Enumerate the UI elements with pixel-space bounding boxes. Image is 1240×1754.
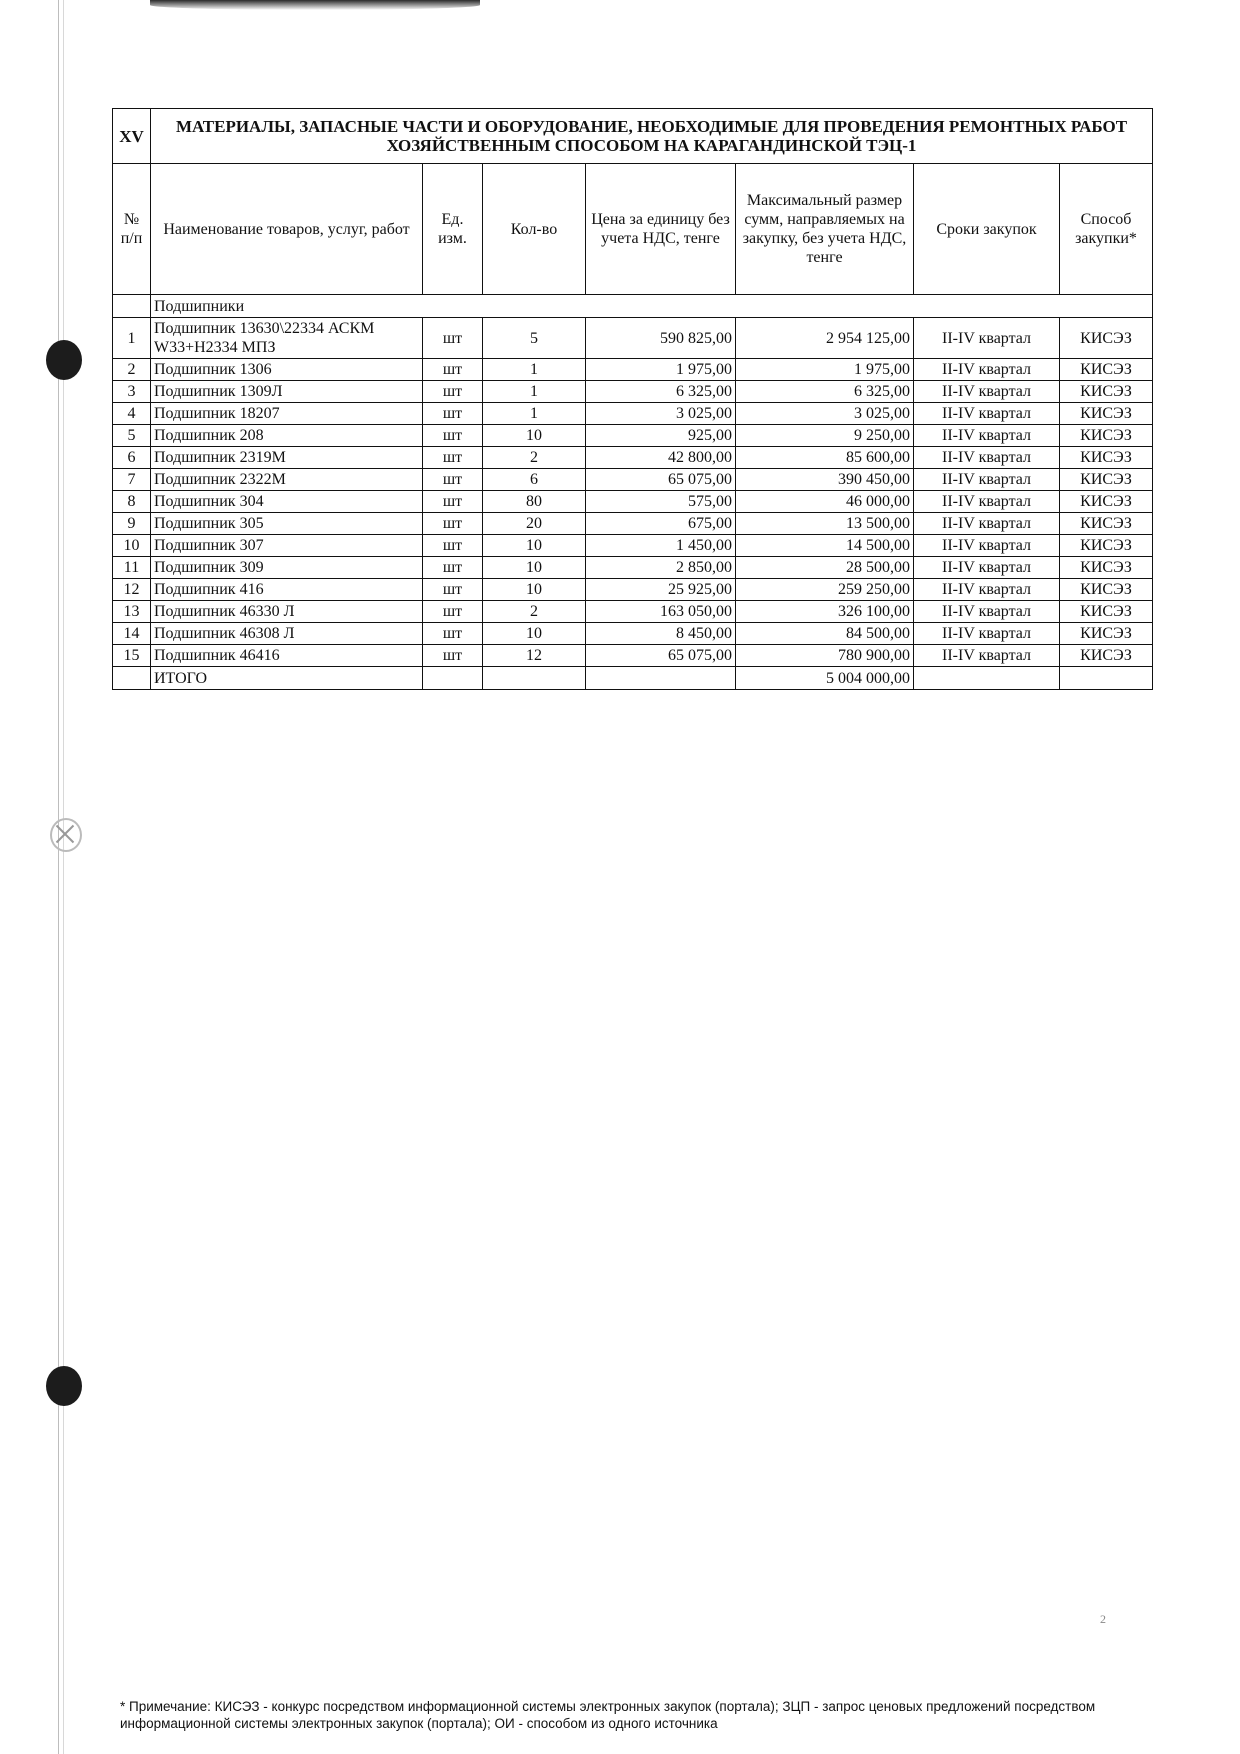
cell-term: II-IV квартал — [914, 425, 1060, 447]
cell-term: II-IV квартал — [914, 601, 1060, 623]
cell-method: КИСЭЗ — [1060, 381, 1153, 403]
cell-name: Подшипник 2322М — [151, 469, 423, 491]
header-name: Наименование товаров, услуг, работ — [151, 164, 423, 295]
cell-price: 1 975,00 — [586, 359, 736, 381]
cell-unit: шт — [423, 447, 483, 469]
cell-term: II-IV квартал — [914, 469, 1060, 491]
cell-name: Подшипник 18207 — [151, 403, 423, 425]
staple-mark-icon — [50, 818, 82, 852]
table-row — [113, 491, 1153, 513]
header-price: Цена за единицу без учета НДС, тенге — [586, 164, 736, 295]
cell-sum: 85 600,00 — [736, 447, 914, 469]
cell-num: 15 — [113, 645, 151, 667]
cell-term: II-IV квартал — [914, 491, 1060, 513]
punch-hole-top — [46, 340, 82, 380]
table-body — [113, 318, 1153, 667]
cell-num: 8 — [113, 491, 151, 513]
cell-num: 2 — [113, 359, 151, 381]
cell-sum: 3 025,00 — [736, 403, 914, 425]
table-row — [113, 447, 1153, 469]
table-row — [113, 469, 1153, 491]
cell-qty: 10 — [483, 425, 586, 447]
cell-price: 675,00 — [586, 513, 736, 535]
scan-shadow — [150, 0, 480, 10]
cell-term: II-IV квартал — [914, 447, 1060, 469]
total-blank-method — [1060, 667, 1153, 690]
cell-name: Подшипник 416 — [151, 579, 423, 601]
cell-unit: шт — [423, 381, 483, 403]
cell-term: II-IV квартал — [914, 359, 1060, 381]
table-row — [113, 601, 1153, 623]
cell-name: Подшипник 13630\22334 АСКМ W33+Н2334 МПЗ — [151, 318, 423, 359]
cell-sum: 46 000,00 — [736, 491, 914, 513]
cell-name: Подшипник 46416 — [151, 645, 423, 667]
cell-method: КИСЭЗ — [1060, 579, 1153, 601]
cell-num: 4 — [113, 403, 151, 425]
cell-name: Подшипник 2319М — [151, 447, 423, 469]
cell-name: Подшипник 46308 Л — [151, 623, 423, 645]
cell-price: 65 075,00 — [586, 469, 736, 491]
cell-method: КИСЭЗ — [1060, 425, 1153, 447]
cell-name: Подшипник 309 — [151, 557, 423, 579]
procurement-table — [112, 108, 1153, 690]
cell-name: Подшипник 307 — [151, 535, 423, 557]
cell-term: II-IV квартал — [914, 645, 1060, 667]
cell-sum: 259 250,00 — [736, 579, 914, 601]
cell-qty: 80 — [483, 491, 586, 513]
cell-term: II-IV квартал — [914, 535, 1060, 557]
cell-term: II-IV квартал — [914, 623, 1060, 645]
cell-qty: 6 — [483, 469, 586, 491]
cell-num: 3 — [113, 381, 151, 403]
cell-term: II-IV квартал — [914, 557, 1060, 579]
cell-method: КИСЭЗ — [1060, 403, 1153, 425]
cell-unit: шт — [423, 491, 483, 513]
cell-qty: 10 — [483, 579, 586, 601]
header-method: Способ закупки* — [1060, 164, 1153, 295]
cell-price: 925,00 — [586, 425, 736, 447]
cell-price: 42 800,00 — [586, 447, 736, 469]
cell-name: Подшипник 1306 — [151, 359, 423, 381]
cell-price: 1 450,00 — [586, 535, 736, 557]
cell-term: II-IV квартал — [914, 513, 1060, 535]
header-qty: Кол-во — [483, 164, 586, 295]
category-label: Подшипники — [151, 295, 1153, 318]
cell-method: КИСЭЗ — [1060, 318, 1153, 359]
cell-term: II-IV квартал — [914, 403, 1060, 425]
cell-sum: 2 954 125,00 — [736, 318, 914, 359]
cell-method: КИСЭЗ — [1060, 645, 1153, 667]
cell-sum: 28 500,00 — [736, 557, 914, 579]
cell-term: II-IV квартал — [914, 579, 1060, 601]
table-row — [113, 403, 1153, 425]
cell-qty: 2 — [483, 601, 586, 623]
cell-method: КИСЭЗ — [1060, 557, 1153, 579]
cell-qty: 5 — [483, 318, 586, 359]
table-row — [113, 623, 1153, 645]
table-row — [113, 557, 1153, 579]
cell-price: 8 450,00 — [586, 623, 736, 645]
cell-unit: шт — [423, 645, 483, 667]
header-sum: Максимальный размер сумм, направляемых на закупку, без учета НДС, тенге — [736, 164, 914, 295]
table-row — [113, 513, 1153, 535]
cell-sum: 1 975,00 — [736, 359, 914, 381]
table-row — [113, 359, 1153, 381]
table-row — [113, 645, 1153, 667]
cell-price: 575,00 — [586, 491, 736, 513]
cell-name: Подшипник 208 — [151, 425, 423, 447]
total-blank-num — [113, 667, 151, 690]
header-num: № п/п — [113, 164, 151, 295]
cell-unit: шт — [423, 623, 483, 645]
cell-price: 65 075,00 — [586, 645, 736, 667]
cell-qty: 1 — [483, 403, 586, 425]
category-row — [113, 295, 1153, 318]
cell-num: 9 — [113, 513, 151, 535]
total-blank-price — [586, 667, 736, 690]
total-sum: 5 004 000,00 — [736, 667, 914, 690]
pencil-mark: 2 — [1100, 1612, 1106, 1626]
cell-method: КИСЭЗ — [1060, 491, 1153, 513]
cell-sum: 390 450,00 — [736, 469, 914, 491]
table-row — [113, 425, 1153, 447]
cell-term: II-IV квартал — [914, 381, 1060, 403]
table-row — [113, 579, 1153, 601]
cell-unit: шт — [423, 579, 483, 601]
cell-price: 163 050,00 — [586, 601, 736, 623]
cell-sum: 326 100,00 — [736, 601, 914, 623]
table-row — [113, 381, 1153, 403]
cell-price: 2 850,00 — [586, 557, 736, 579]
section-title: МАТЕРИАЛЫ, ЗАПАСНЫЕ ЧАСТИ И ОБОРУДОВАНИЕ, НЕОБХОДИМЫЕ ДЛЯ ПРОВЕДЕНИЯ РЕМОНТНЫХ РАБОТ ХОЗЯЙСТВЕННЫМ СПОСОБОМ НА КАРАГАНДИНСКОЙ ТЭЦ-1 — [151, 109, 1153, 164]
cell-name: Подшипник 1309Л — [151, 381, 423, 403]
cell-qty: 20 — [483, 513, 586, 535]
cell-unit: шт — [423, 359, 483, 381]
table-row — [113, 535, 1153, 557]
cell-method: КИСЭЗ — [1060, 359, 1153, 381]
punch-hole-bottom — [46, 1366, 82, 1406]
total-blank-term — [914, 667, 1060, 690]
total-blank-qty — [483, 667, 586, 690]
footnote: * Примечание: КИСЭЗ - конкурс посредством информационной системы электронных закупок (портала); ЗЦП - запрос ценовых предложений посредством информационной системы электронных закупок (портала); ОИ - способом из одного источника — [120, 1699, 1096, 1731]
cell-unit: шт — [423, 403, 483, 425]
page-fold-line-secondary — [63, 0, 64, 1754]
cell-method: КИСЭЗ — [1060, 447, 1153, 469]
cell-qty: 1 — [483, 381, 586, 403]
page-fold-line — [58, 0, 59, 1754]
cell-price: 6 325,00 — [586, 381, 736, 403]
category-blank — [113, 295, 151, 318]
cell-num: 14 — [113, 623, 151, 645]
cell-name: Подшипник 46330 Л — [151, 601, 423, 623]
cell-unit: шт — [423, 601, 483, 623]
cell-qty: 10 — [483, 535, 586, 557]
cell-name: Подшипник 305 — [151, 513, 423, 535]
cell-num: 12 — [113, 579, 151, 601]
cell-term: II-IV квартал — [914, 318, 1060, 359]
cell-unit: шт — [423, 469, 483, 491]
cell-method: КИСЭЗ — [1060, 601, 1153, 623]
cell-num: 7 — [113, 469, 151, 491]
cell-qty: 10 — [483, 623, 586, 645]
header-term: Сроки закупок — [914, 164, 1060, 295]
cell-qty: 12 — [483, 645, 586, 667]
cell-unit: шт — [423, 513, 483, 535]
header-unit: Ед. изм. — [423, 164, 483, 295]
total-row — [113, 667, 1153, 690]
cell-sum: 13 500,00 — [736, 513, 914, 535]
cell-num: 5 — [113, 425, 151, 447]
cell-unit: шт — [423, 535, 483, 557]
cell-method: КИСЭЗ — [1060, 469, 1153, 491]
cell-sum: 6 325,00 — [736, 381, 914, 403]
total-blank-unit — [423, 667, 483, 690]
cell-unit: шт — [423, 557, 483, 579]
cell-sum: 14 500,00 — [736, 535, 914, 557]
cell-qty: 10 — [483, 557, 586, 579]
cell-qty: 1 — [483, 359, 586, 381]
cell-num: 1 — [113, 318, 151, 359]
cell-price: 25 925,00 — [586, 579, 736, 601]
cell-sum: 9 250,00 — [736, 425, 914, 447]
cell-price: 590 825,00 — [586, 318, 736, 359]
cell-unit: шт — [423, 425, 483, 447]
section-number: XV — [113, 109, 151, 164]
section-title-row — [113, 109, 1153, 164]
cell-sum: 84 500,00 — [736, 623, 914, 645]
column-header-row — [113, 164, 1153, 295]
cell-method: КИСЭЗ — [1060, 535, 1153, 557]
cell-num: 6 — [113, 447, 151, 469]
cell-price: 3 025,00 — [586, 403, 736, 425]
table-row — [113, 318, 1153, 359]
total-label: ИТОГО — [151, 667, 423, 690]
cell-qty: 2 — [483, 447, 586, 469]
cell-sum: 780 900,00 — [736, 645, 914, 667]
cell-unit: шт — [423, 318, 483, 359]
cell-num: 13 — [113, 601, 151, 623]
cell-method: КИСЭЗ — [1060, 623, 1153, 645]
cell-method: КИСЭЗ — [1060, 513, 1153, 535]
cell-num: 10 — [113, 535, 151, 557]
cell-num: 11 — [113, 557, 151, 579]
cell-name: Подшипник 304 — [151, 491, 423, 513]
